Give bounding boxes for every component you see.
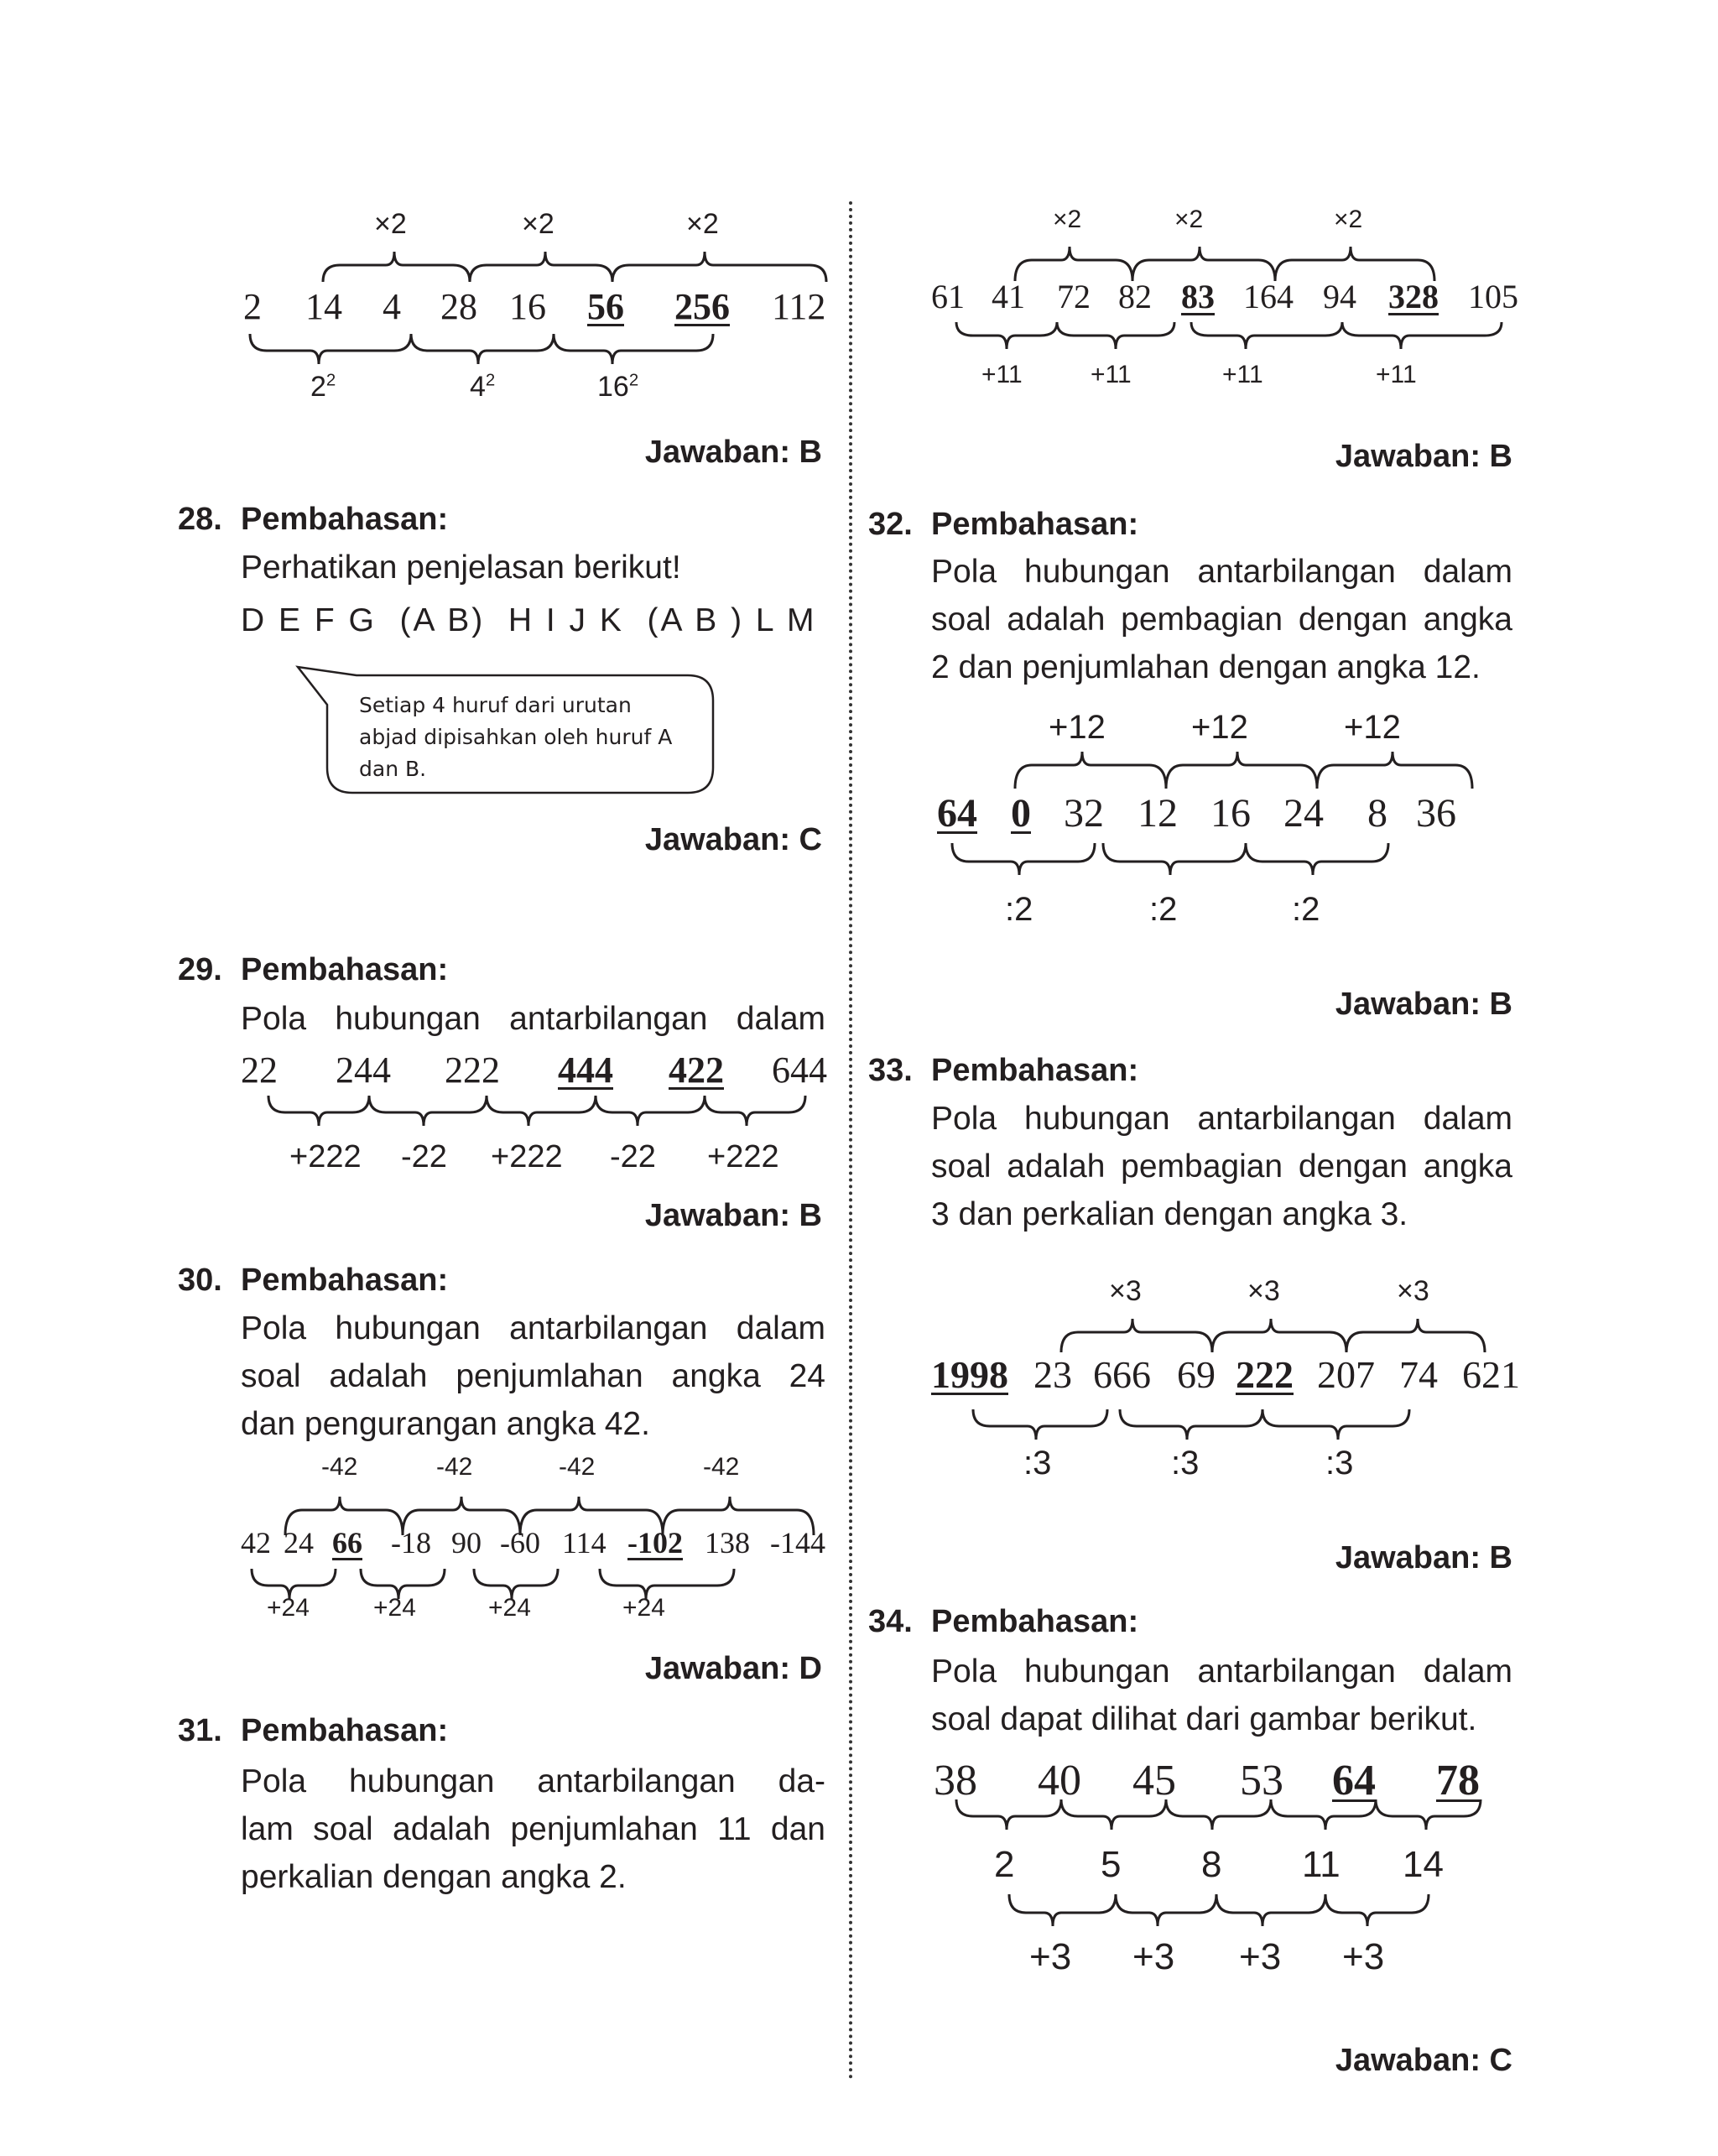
q33-number-item: 69 [1177,1353,1216,1396]
q29-op: -22 [610,1139,656,1174]
q30-number-item: -60 [500,1526,540,1560]
q30-top-op: -42 [703,1453,740,1481]
q32-answer: Jawaban: B [1335,987,1512,1022]
q33-number-item: 74 [1399,1353,1438,1396]
q27-answer-number: 56 [587,286,624,327]
q33-answer-number: 222 [1236,1353,1294,1396]
speech-bubble-text: Setiap 4 huruf dari urutan abjad dipisahkan oleh huruf A dan B. [359,693,673,781]
q27-answer: Jawaban: B [644,435,822,470]
q30-number: 30. [178,1263,222,1298]
q30-bottom-op: +24 [622,1594,665,1622]
q27-number: 16 [509,286,546,327]
q30-text: Pola hubungan antarbilangan dalam soal adalah penjumlahan angka 24 dan pengurangan angka 42. [241,1310,825,1442]
q33-number-item: 207 [1317,1353,1375,1396]
q34-diff: 8 [1201,1844,1222,1885]
q31-top-op: ×2 [1053,206,1082,233]
q27-bottom-op: $4^2$ [470,371,496,403]
q27-number: 28 [440,286,477,327]
q33-top-op: ×3 [1397,1275,1429,1307]
q33-heading: Pembahasan: [931,1053,1139,1088]
q34-diff: 5 [1101,1844,1122,1885]
q29-number: 29. [178,952,222,987]
q34-number-item: 38 [934,1757,977,1804]
q33-bottom-op: :3 [1171,1445,1200,1482]
q32-top-op: +12 [1344,709,1401,746]
q31-answer: Jawaban: B [1335,439,1512,474]
q33-bottom-op: :3 [1023,1445,1052,1482]
q34-answer-number: 78 [1436,1757,1480,1804]
q29-op: +222 [707,1139,779,1174]
q30-top-op: -42 [559,1453,596,1481]
q29-number-item: 644 [772,1049,827,1091]
q34-op: +3 [1239,1936,1282,1977]
q34-number-item: 40 [1038,1757,1081,1804]
q29-op: -22 [401,1139,447,1174]
q34-number-item: 45 [1132,1757,1176,1804]
q32-number-item: 16 [1210,791,1251,836]
q29-answer-number: 444 [558,1049,613,1091]
q30-bottom-op: +24 [488,1594,531,1622]
q27-top-op: ×2 [374,208,407,240]
q30-number-item: 42 [241,1526,271,1560]
q34-diff: 2 [994,1844,1015,1885]
q32-heading: Pembahasan: [931,507,1139,542]
q32-text: Pola hubungan antarbilangan dalam soal adalah pembagian dengan angka 2 dan penjumlahan dengan angka 12. [931,554,1512,685]
q31-number-item: 105 [1468,278,1518,315]
q28-heading: Pembahasan: [241,502,449,537]
q30-top-op: -42 [321,1453,358,1481]
q33-number-item: 666 [1093,1353,1151,1396]
q27-top-op: ×2 [522,208,554,240]
q32-bottom-op: :2 [1149,891,1178,928]
q31-text: Pola hubungan antarbilangan da- lam soal adalah penjumlahan 11 dan perkalian dengan angka 2. [241,1763,825,1895]
q33-answer: Jawaban: B [1335,1540,1512,1575]
q30-number-item: -144 [770,1526,825,1560]
q34-text: Pola hubungan antarbilangan dalam soal dapat dilihat dari gambar berikut. [931,1653,1512,1737]
q32-answer-number: 64 [937,791,977,836]
q34-heading: Pembahasan: [931,1604,1139,1639]
q31-number: 31. [178,1713,222,1748]
q32-number-item: 36 [1416,791,1456,836]
q32-bottom-op: :2 [1005,891,1033,928]
q34-diff: 14 [1403,1844,1444,1885]
q34-op: +3 [1132,1936,1175,1977]
q29-number-item: 22 [241,1049,278,1091]
q33-number: 33. [868,1053,913,1088]
q32-bottom-op: :2 [1292,891,1320,928]
q31-heading: Pembahasan: [241,1713,449,1748]
q31-top-op: ×2 [1334,206,1363,233]
q28-text: Perhatikan penjelasan berikut! [241,549,681,586]
q33-answer-number: 1998 [931,1353,1008,1396]
q27-bottom-op: $16^2$ [597,371,639,403]
q30-answer: Jawaban: D [644,1651,822,1686]
q27-answer-number: 256 [674,286,730,327]
q33-bottom-op: :3 [1325,1445,1354,1482]
q30-number-item: -18 [391,1526,431,1560]
q27-number: 14 [305,286,342,327]
q34-diff: 11 [1302,1844,1341,1885]
q30-number-item: 138 [705,1526,750,1560]
q29-op: +222 [491,1139,563,1174]
q31-number-item: 41 [992,278,1025,315]
q29-answer-number: 422 [669,1049,724,1091]
q31-answer-number: 83 [1181,278,1215,315]
q31-number-item: 61 [931,278,965,315]
q31-number-item: 94 [1323,278,1356,315]
q32-top-op: +12 [1049,709,1106,746]
q34-number-item: 53 [1240,1757,1283,1804]
q30-top-op: -42 [436,1453,473,1481]
q27-number: 112 [772,286,826,327]
q32-top-op: +12 [1191,709,1248,746]
q31-number-item: 82 [1118,278,1152,315]
q29-heading: Pembahasan: [241,952,449,987]
q31-number-item: 72 [1057,278,1091,315]
q33-top-op: ×3 [1247,1275,1280,1307]
q34-number: 34. [868,1604,913,1639]
q31-answer-number: 328 [1388,278,1439,315]
q32-answer-number: 0 [1011,791,1031,836]
q27-top-op: ×2 [686,208,719,240]
q31-bottom-op: +11 [1091,361,1132,388]
q29-op: +222 [289,1139,362,1174]
q30-number-item: 24 [284,1526,314,1560]
q30-answer-number: -102 [627,1526,683,1560]
q33-number-item: 23 [1033,1353,1072,1396]
q33-text: Pola hubungan antarbilangan dalam soal adalah pembagian dengan angka 3 dan perkalian dengan angka 3. [931,1101,1512,1232]
q34-op: +3 [1342,1936,1385,1977]
q32-number-item: 12 [1138,791,1178,836]
q27-bottom-op: $2^2$ [310,371,336,403]
q31-top-op: ×2 [1174,206,1204,233]
q31-number-item: 164 [1243,278,1294,315]
q34-answer: Jawaban: C [1335,2043,1512,2078]
q28-answer: Jawaban: C [644,822,822,857]
q30-number-item: 90 [451,1526,482,1560]
q31-bottom-op: +11 [981,361,1023,388]
q33-top-op: ×3 [1109,1275,1142,1307]
q30-answer-number: 66 [332,1526,362,1560]
q29-number-item: 222 [445,1049,500,1091]
q30-bottom-op: +24 [267,1594,310,1622]
q32-number-item: 32 [1064,791,1104,836]
q27-number: 2 [243,286,262,327]
q31-bottom-op: +11 [1376,361,1417,388]
q29-text: Pola hubungan antarbilangan dalam [241,1001,825,1037]
q29-answer: Jawaban: B [644,1198,822,1233]
q28-number: 28. [178,502,222,537]
q30-number-item: 114 [562,1526,607,1560]
q32-number-item: 24 [1283,791,1324,836]
q32-number-item: 8 [1367,791,1387,836]
q29-number-item: 244 [336,1049,391,1091]
q32-number: 32. [868,507,913,542]
q30-bottom-op: +24 [373,1594,416,1622]
q34-answer-number: 64 [1332,1757,1376,1804]
q27-number: 4 [383,286,401,327]
q28-letters: D E F G (A B) H I J K (A B ) L M [241,602,817,638]
q33-number-item: 621 [1462,1353,1520,1396]
q30-heading: Pembahasan: [241,1263,449,1298]
q34-op: +3 [1029,1936,1072,1977]
q31-bottom-op: +11 [1222,361,1263,388]
